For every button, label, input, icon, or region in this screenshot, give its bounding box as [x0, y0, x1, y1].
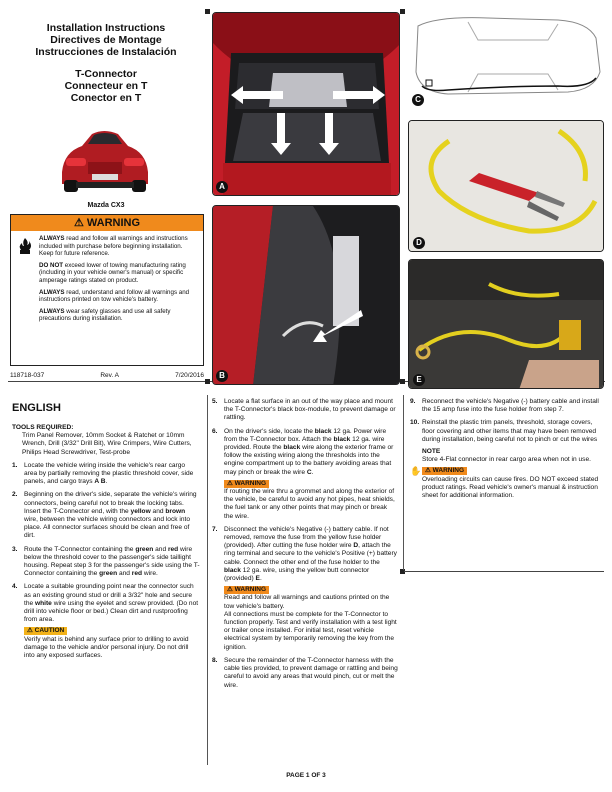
step-9: 9. Reconnect the vehicle's Negative (-) battery cable and install the 15 amp fuse into the fuse holder from step 7.	[410, 398, 599, 414]
document-meta	[10, 372, 204, 379]
photo-e	[408, 259, 604, 389]
page-number: PAGE 1 OF 3	[286, 772, 326, 779]
vehicle-image	[52, 122, 156, 200]
step-1: 1. Locate the vehicle wiring inside the vehicle's rear cargo area by partially removing the plastic threshold cover, side panels, and cargo trays A B.	[12, 461, 194, 486]
warning-box	[10, 214, 204, 366]
corner-mark	[400, 379, 405, 384]
photo-d	[408, 120, 604, 252]
step-4: 4. Locate a suitable grounding point near the connector such as an existing ground stud or drill a 3/32" hole and secure the white wire using the eyelet and screw provided. (Do not drill into vehicle floor or bed.) Clean dirt and rustproofing from area. ⚠ CAUTION Verify what is behind any surface prior to drilling to avoid damage to the vehicle and/or personal injury. Do not drill into any exposed surfaces.	[12, 583, 199, 660]
divider-end	[404, 571, 604, 572]
photo-b-label: B	[216, 370, 228, 382]
warning-text: All connections must be complete for the T-Connector to function properly. Test and verify installation with a test light or trailer once installed. For initial test, reset vehicle electrical system by temporarily removing the key from the ignition.	[224, 610, 397, 651]
warning-para-3: ALWAYS read, understand and follow all warnings and instructions printed on tow vehicle's battery.	[39, 288, 190, 304]
warning-para-4: ALWAYS wear safety glasses and use all safety precautions during installation.	[39, 307, 171, 323]
step-2: 2. Beginning on the driver's side, separate the vehicle's wiring connectors, being careful not to break the locking tabs. Insert the T-Connector end, with the yellow and brown wire, between the vehicle wiring connectors and lock into place. All connector surfaces should be clean and free of dirt.	[12, 491, 197, 540]
column-2	[212, 398, 398, 695]
step-5: 5. Locate a flat surface in an out of the way place and mount the T-Connector's black box-module, to prevent damage or rattling.	[212, 398, 396, 422]
warning-para-1: ALWAYS read and follow all warnings and instructions included with purchase before beginning installation. Keep for future reference.	[39, 235, 188, 258]
warning-tag: ⚠ WARNING	[422, 467, 467, 475]
warning-header: ⚠ WARNING	[11, 215, 203, 231]
caution-tag: ⚠ CAUTION	[24, 627, 67, 635]
title-fr: Directives de Montage	[50, 34, 162, 46]
photo-e-label: E	[413, 374, 425, 386]
column-1	[12, 424, 200, 665]
warning-text: Overloading circuits can cause fires. DO NOT exceed stated product ratings. Read vehicle's owner's manual & instruction sheet for additional information.	[422, 475, 599, 500]
warning-title: WARNING	[86, 217, 141, 229]
revision: Rev. A	[100, 372, 119, 379]
section-heading: ENGLISH	[12, 402, 61, 414]
tools-heading: TOOLS REQUIRED:	[12, 424, 74, 431]
column-divider	[403, 395, 404, 570]
title-en: Installation Instructions	[46, 22, 166, 34]
step-3: 3. Route the T-Connector containing the green and red wire below the threshold cover to the passenger's side taillight housing. Repeat step 3 for the passenger's side using the T-Connector containing the green and red wire.	[12, 545, 200, 578]
photo-b	[212, 205, 400, 385]
corner-mark	[205, 379, 210, 384]
photo-c-label: C	[412, 94, 424, 106]
corner-mark	[400, 9, 405, 14]
tools-list: Trim Panel Remover, 10mm Socket & Ratchet or 10mm Wrench, Drill (3/32" Drill Bit), Wire Crimpers, Wire Cutters, Philips Head Screwdriver, Test-probe	[22, 432, 192, 456]
caution-text: Verify what is behind any surface prior to drilling to avoid damage to the vehicle and/or personal injury. Do not drill into any exposed surfaces.	[24, 635, 189, 660]
warning-tag: ⚠ WARNING	[224, 480, 269, 488]
photo-c	[408, 12, 604, 112]
warning-tag: ⚠ WARNING	[224, 586, 269, 594]
title-es: Instrucciones de Instalación	[35, 46, 177, 58]
photo-d-label: D	[413, 237, 425, 249]
title-block	[8, 22, 204, 104]
doc-date: 7/20/2016	[175, 372, 204, 379]
note-text: Store 4-Flat connector in rear cargo area when not in use.	[422, 456, 591, 464]
photo-a	[212, 12, 400, 196]
fire-hand-icon: ✋	[410, 466, 422, 477]
warning-text: If routing the wire thru a grommet and along the exterior of the vehicle, be careful to avoid any hot pipes, heat shields, the fuel tank or any other points that may pinch or break the wire.	[224, 488, 395, 520]
note-heading: NOTE	[422, 448, 441, 456]
column-divider	[207, 395, 208, 765]
part-number: 118718-037	[10, 372, 45, 379]
fire-hand-icon	[17, 237, 33, 255]
warning-para-2: DO NOT exceed lower of towing manufacturing rating (including in your vehicle owner's manual) or specific amperage ratings stated on product.	[39, 261, 186, 284]
vehicle-label: Mazda CX3	[87, 202, 125, 209]
column-3	[410, 398, 602, 505]
product-es: Conector en T	[70, 92, 142, 104]
step-6: 6. On the driver's side, locate the black 12 ga. Power wire from the T-Connector box. Attach the black 12 ga. wire provided. Route the black wire along the exterior frame or follow the existing wiring along the thresholds into the engine compartment up to the battery avoiding areas that may pinch or break the wire C. ⚠ WARNING If routing the wire thru a grommet and along the exterior of the vehicle, be careful to avoid any hot pipes, heat shields, the fuel tank or any other points that may pinch or break the wire.	[212, 428, 398, 521]
product-fr: Connecteur en T	[64, 80, 148, 92]
step-10: 10. Reinstall the plastic trim panels, threshold, storage covers, floor covering and other items that may have been removed during installation, being careful not to pinch or cut the wires NOTE Store 4-Flat connector in rear cargo area when not in use. ✋ ⚠ WARNING Overloading circuits can cause fires. DO NOT exceed stated product ratings. Read vehicle's owner's manual & instruction sheet for additional information.	[410, 419, 602, 500]
step-8: 8. Secure the remainder of the T-Connector harness with the cable ties provided, to prevent damage or rattling and being careful to avoid any areas that would pinch, cut or melt the wire.	[212, 656, 398, 689]
step-7: 7. Disconnect the vehicle's Negative (-) battery cable. If not removed, remove the fuse from the yellow fuse holder (provided). After cutting the fuse holder wire D, attach the ring terminal and secure to the vehicle's Positive (+) battery cable. Connect the other end of the fuse holder to the black 12 ga. wire, using the yellow butt connector (provided) E. ⚠ WARNING Read and follow all warnings and cautions printed on the tow vehicle's battery. All connections must be complete for the T-Connector to function properly. Test and verify installation with a test light or trailer once installed. For initial test, reset vehicle electrical system by temporarily removing the key from the ignition.	[212, 525, 397, 651]
product-en: T-Connector	[75, 68, 137, 80]
warning-text: Read and follow all warnings and cautions printed on the tow vehicle's battery.	[224, 594, 390, 610]
corner-mark	[205, 9, 210, 14]
photo-a-label: A	[216, 181, 228, 193]
